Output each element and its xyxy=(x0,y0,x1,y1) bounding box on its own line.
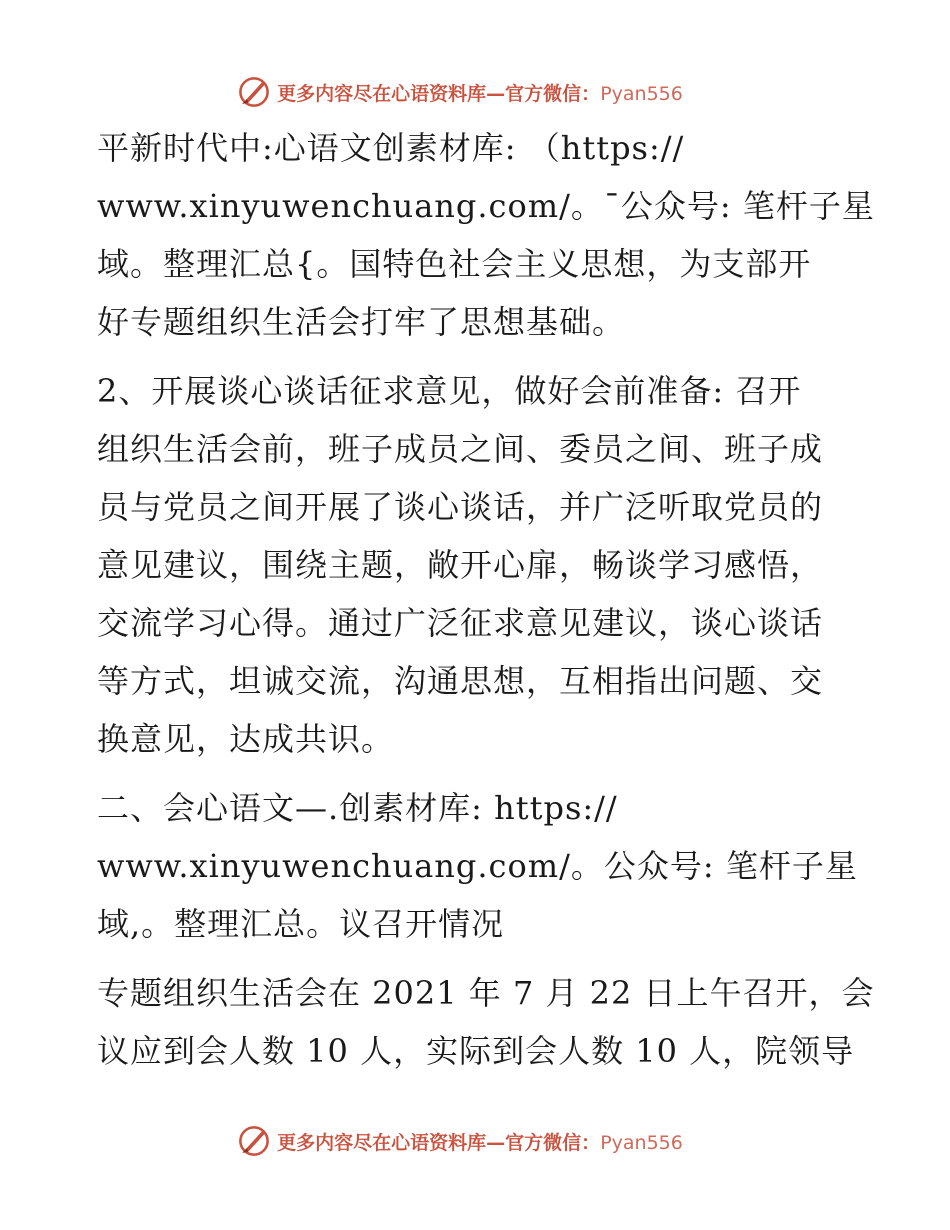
text-line: 二、会心语文—.创素材库: https:// xyxy=(97,789,618,827)
banner-title: 更多内容尽在心语资料库 xyxy=(277,82,487,105)
paragraph-2 xyxy=(97,362,857,768)
text-line: 换意见，达成共识。 xyxy=(97,720,395,758)
text-line: 2、开展谈心谈话征求意见，做好会前准备: 召开 xyxy=(97,372,802,410)
paragraph-4 xyxy=(97,964,875,1080)
banner-text xyxy=(277,1128,683,1155)
paragraph-3 xyxy=(97,779,857,953)
text-line: 域,。整理汇总。议召开情况 xyxy=(97,905,505,943)
banner-title: 更多内容尽在心语资料库 xyxy=(277,1131,487,1154)
text-line: www.xinyuwenchuang.com/。公众号: 笔杆子星 xyxy=(97,847,858,885)
paragraph-1 xyxy=(97,119,875,351)
text-line: 组织生活会前，班子成员之间、委员之间、班子成 xyxy=(97,430,824,468)
banner-contact-label: 官方微信： xyxy=(505,1131,601,1154)
text-line: 专题组织生活会在 2021 年 7 月 22 日上午召开，会 xyxy=(97,974,875,1012)
text-line: 意见建议，围绕主题，敞开心扉，畅谈学习感悟， xyxy=(97,546,824,584)
header-banner xyxy=(0,72,950,112)
document-body xyxy=(97,119,875,1080)
text-line: 等方式，坦诚交流，沟通思想，互相指出问题、交 xyxy=(97,662,824,700)
banner-contact-value: Pyan556 xyxy=(600,1131,683,1154)
banner-text xyxy=(277,79,683,106)
banner-contact-label: 官方微信： xyxy=(505,82,601,105)
text-line: 平新时代中:心语文创素材库: （https:// xyxy=(97,129,685,167)
quill-logo-icon xyxy=(237,75,271,109)
text-line: 好专题组织生活会打牢了思想基础。 xyxy=(97,303,626,341)
text-line: 员与党员之间开展了谈心谈话，并广泛听取党员的 xyxy=(97,488,824,526)
banner-dash: — xyxy=(486,82,506,105)
text-line: 议应到会人数 10 人，实际到会人数 10 人，院领导 xyxy=(97,1032,855,1070)
text-line: www.xinyuwenchuang.com/。¯公众号: 笔杆子星 xyxy=(97,187,875,225)
text-line: 交流学习心得。通过广泛征求意见建议，谈心谈话 xyxy=(97,604,824,642)
banner-dash: — xyxy=(486,1131,506,1154)
quill-logo-icon xyxy=(237,1124,271,1158)
text-line: 域。整理汇总{。国特色社会主义思想，为支部开 xyxy=(97,245,812,283)
banner-contact-value: Pyan556 xyxy=(600,82,683,105)
footer-banner xyxy=(0,1121,950,1161)
